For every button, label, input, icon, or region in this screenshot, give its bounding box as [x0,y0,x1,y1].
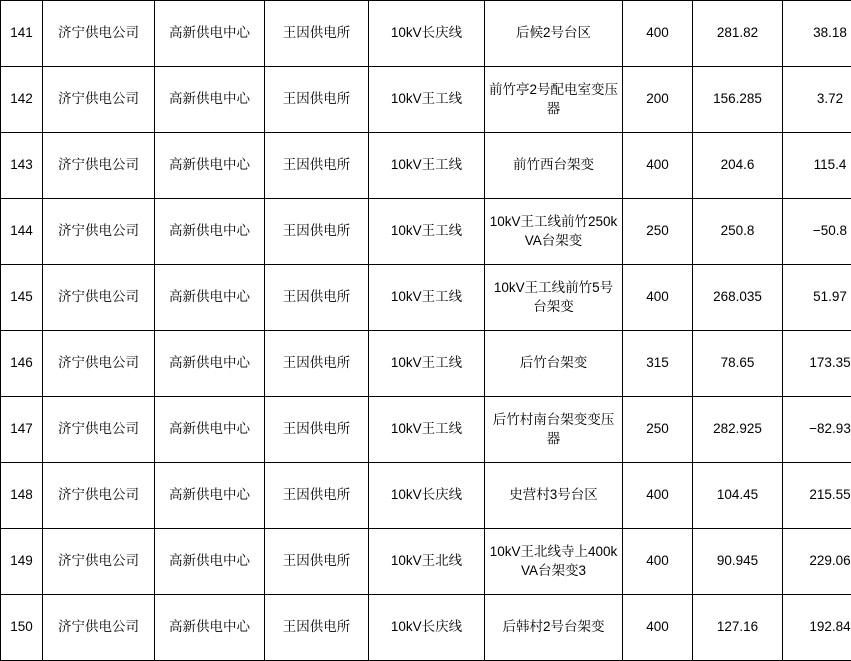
cell-device: 后竹台架变 [485,331,623,397]
cell-center: 高新供电中心 [155,199,265,265]
cell-line: 10kV长庆线 [369,595,485,661]
cell-capacity: 400 [623,463,693,529]
cell-index: 150 [1,595,43,661]
cell-capacity: 400 [623,529,693,595]
cell-station: 王因供电所 [265,331,369,397]
cell-company: 济宁供电公司 [43,463,155,529]
cell-capacity: 400 [623,1,693,67]
cell-value1: 78.65 [693,331,783,397]
cell-line: 10kV长庆线 [369,463,485,529]
cell-capacity: 250 [623,199,693,265]
cell-center: 高新供电中心 [155,529,265,595]
cell-line: 10kV王北线 [369,529,485,595]
cell-company: 济宁供电公司 [43,133,155,199]
cell-line: 10kV王工线 [369,397,485,463]
cell-center: 高新供电中心 [155,133,265,199]
cell-device: 10kV王工线前竹5号台架变 [485,265,623,331]
cell-company: 济宁供电公司 [43,397,155,463]
cell-index: 148 [1,463,43,529]
cell-device: 后候2号台区 [485,1,623,67]
cell-station: 王因供电所 [265,67,369,133]
cell-value2: 215.55 [783,463,851,529]
cell-center: 高新供电中心 [155,595,265,661]
table-row [1,595,851,661]
cell-device: 史营村3号台区 [485,463,623,529]
cell-value1: 127.16 [693,595,783,661]
cell-station: 王因供电所 [265,595,369,661]
cell-index: 141 [1,1,43,67]
cell-value1: 282.925 [693,397,783,463]
cell-value2: 115.4 [783,133,851,199]
cell-line: 10kV王工线 [369,265,485,331]
cell-value1: 204.6 [693,133,783,199]
cell-center: 高新供电中心 [155,463,265,529]
cell-center: 高新供电中心 [155,397,265,463]
cell-line: 10kV王工线 [369,133,485,199]
cell-device: 前竹亭2号配电室变压器 [485,67,623,133]
cell-value1: 250.8 [693,199,783,265]
cell-company: 济宁供电公司 [43,331,155,397]
cell-capacity: 315 [623,331,693,397]
cell-index: 147 [1,397,43,463]
cell-device: 后韩村2号台架变 [485,595,623,661]
cell-center: 高新供电中心 [155,331,265,397]
table-row [1,1,851,67]
cell-device: 后竹村南台架变变压器 [485,397,623,463]
cell-capacity: 400 [623,265,693,331]
cell-value2: 38.18 [783,1,851,67]
cell-station: 王因供电所 [265,199,369,265]
cell-company: 济宁供电公司 [43,529,155,595]
cell-value2: 3.72 [783,67,851,133]
cell-company: 济宁供电公司 [43,1,155,67]
cell-device: 10kV王工线前竹250kVA台架变 [485,199,623,265]
cell-index: 144 [1,199,43,265]
cell-company: 济宁供电公司 [43,265,155,331]
table-row [1,265,851,331]
cell-line: 10kV长庆线 [369,1,485,67]
cell-device: 前竹西台架变 [485,133,623,199]
cell-station: 王因供电所 [265,529,369,595]
cell-capacity: 200 [623,67,693,133]
cell-value1: 90.945 [693,529,783,595]
cell-index: 149 [1,529,43,595]
cell-capacity: 400 [623,595,693,661]
cell-company: 济宁供电公司 [43,199,155,265]
cell-center: 高新供电中心 [155,265,265,331]
cell-center: 高新供电中心 [155,67,265,133]
cell-value1: 104.45 [693,463,783,529]
cell-center: 高新供电中心 [155,1,265,67]
cell-value2: 51.97 [783,265,851,331]
cell-index: 146 [1,331,43,397]
cell-station: 王因供电所 [265,397,369,463]
cell-device: 10kV王北线寺上400kVA台架变3 [485,529,623,595]
cell-station: 王因供电所 [265,265,369,331]
cell-company: 济宁供电公司 [43,595,155,661]
cell-company: 济宁供电公司 [43,67,155,133]
cell-value1: 268.035 [693,265,783,331]
table-row [1,331,851,397]
cell-value2: 192.84 [783,595,851,661]
table-row [1,529,851,595]
cell-station: 王因供电所 [265,1,369,67]
cell-value2: −50.8 [783,199,851,265]
cell-line: 10kV王工线 [369,199,485,265]
table-row [1,67,851,133]
cell-capacity: 400 [623,133,693,199]
cell-capacity: 250 [623,397,693,463]
cell-value2: 229.06 [783,529,851,595]
table-row [1,133,851,199]
cell-value1: 281.82 [693,1,783,67]
table-body [1,1,851,661]
cell-line: 10kV王工线 [369,331,485,397]
cell-station: 王因供电所 [265,133,369,199]
cell-line: 10kV王工线 [369,67,485,133]
cell-index: 142 [1,67,43,133]
cell-index: 143 [1,133,43,199]
cell-index: 145 [1,265,43,331]
cell-value2: 173.35 [783,331,851,397]
cell-station: 王因供电所 [265,463,369,529]
table-row [1,463,851,529]
table-row [1,199,851,265]
table-row [1,397,851,463]
cell-value1: 156.285 [693,67,783,133]
cell-value2: −82.93 [783,397,851,463]
